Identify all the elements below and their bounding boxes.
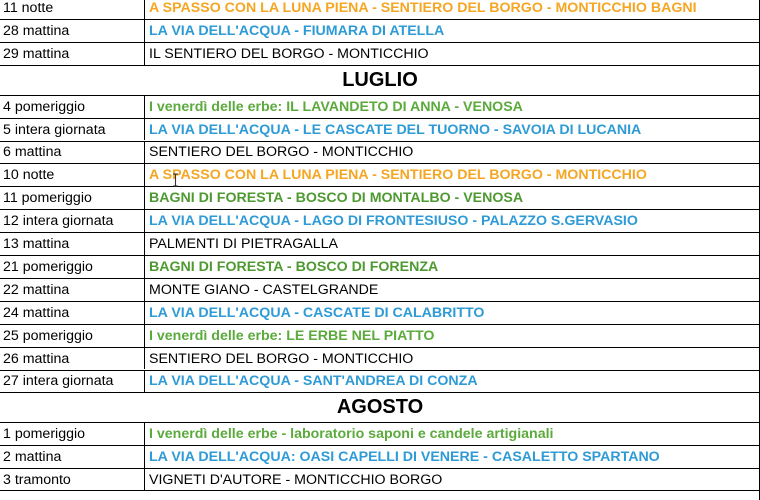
event-cell[interactable]: MONTE GIANO - CASTELGRANDE	[149, 281, 379, 298]
month-header-row	[0, 65, 760, 95]
table-row	[0, 278, 760, 301]
date-cell[interactable]: 24 mattina	[0, 302, 145, 324]
table-row	[0, 324, 760, 347]
event-cell[interactable]: IL SENTIERO DEL BORGO - MONTICCHIO	[149, 45, 429, 62]
date-cell[interactable]: 21 pomeriggio	[0, 256, 145, 278]
table-row	[0, 163, 760, 186]
date-cell[interactable]: 27 intera giornata	[0, 371, 145, 393]
table-row	[0, 209, 760, 232]
month-header-row	[0, 392, 760, 422]
table-row	[0, 118, 760, 141]
date-cell[interactable]: 6 mattina	[0, 142, 145, 164]
date-cell[interactable]: 1 pomeriggio	[0, 423, 145, 445]
table-row	[0, 19, 760, 42]
date-cell[interactable]: 25 pomeriggio	[0, 325, 145, 347]
event-cell[interactable]: BAGNI DI FORESTA - BOSCO DI MONTALBO - VENOSA	[149, 190, 524, 207]
event-cell[interactable]: VIGNETI D'AUTORE - MONTICCHIO BORGO	[149, 471, 443, 488]
date-cell[interactable]: 2 mattina	[0, 446, 145, 468]
date-cell[interactable]: 4 pomeriggio	[0, 96, 145, 118]
date-cell[interactable]: 26 mattina	[0, 348, 145, 370]
date-cell[interactable]: 28 mattina	[0, 20, 145, 42]
event-cell[interactable]: BAGNI DI FORESTA - BOSCO DI FORENZA	[149, 258, 439, 275]
event-cell[interactable]: A SPASSO CON LA LUNA PIENA - SENTIERO DEL BORGO - MONTICCHIO BAGNI	[149, 0, 697, 16]
table-row	[0, 141, 760, 164]
table-row	[0, 468, 760, 491]
date-cell[interactable]: 13 mattina	[0, 233, 145, 255]
date-cell[interactable]: 29 mattina	[0, 43, 145, 65]
table-row	[0, 232, 760, 255]
event-cell[interactable]: LA VIA DELL'ACQUA - LE CASCATE DEL TUORNO - SAVOIA DI LUCANIA	[149, 121, 642, 138]
event-cell[interactable]: I venerdì delle erbe - laboratorio saponi e candele artigianali	[149, 426, 554, 443]
event-cell[interactable]: A SPASSO CON LA LUNA PIENA - SENTIERO DEL BORGO - MONTICCHIO	[149, 167, 647, 184]
event-cell[interactable]: LA VIA DELL'ACQUA - LAGO DI FRONTESIUSO - PALAZZO S.GERVASIO	[149, 213, 638, 230]
date-cell[interactable]: 5 intera giornata	[0, 119, 145, 141]
event-cell[interactable]: PALMENTI DI PIETRAGALLA	[149, 236, 338, 253]
table-row	[0, 301, 760, 324]
table-row	[0, 370, 760, 393]
date-cell[interactable]: 22 mattina	[0, 279, 145, 301]
table-row	[0, 0, 760, 19]
event-cell[interactable]: LA VIA DELL'ACQUA - SANT'ANDREA DI CONZA	[149, 373, 478, 390]
date-cell[interactable]: 12 intera giornata	[0, 210, 145, 232]
event-cell[interactable]: LA VIA DELL'ACQUA: OASI CAPELLI DI VENERE - CASALETTO SPARTANO	[149, 449, 660, 466]
date-cell[interactable]: 11 pomeriggio	[0, 187, 145, 209]
month-header: AGOSTO	[336, 396, 424, 419]
date-cell[interactable]: 11 notte	[0, 0, 145, 19]
table-row	[0, 422, 760, 445]
table-row	[0, 347, 760, 370]
event-cell[interactable]: LA VIA DELL'ACQUA - CASCATE DI CALABRITTO	[149, 304, 485, 321]
event-cell[interactable]: LA VIA DELL'ACQUA - FIUMARA DI ATELLA	[149, 22, 445, 39]
event-cell[interactable]: I venerdì delle erbe: LE ERBE NEL PIATTO	[149, 327, 435, 344]
table-row	[0, 255, 760, 278]
table-row	[0, 445, 760, 468]
table-row	[0, 186, 760, 209]
text-cursor-icon	[172, 173, 179, 187]
date-cell[interactable]: 3 tramonto	[0, 469, 145, 490]
date-cell[interactable]: 10 notte	[0, 164, 145, 186]
event-cell[interactable]: SENTIERO DEL BORGO - MONTICCHIO	[149, 350, 414, 367]
event-cell[interactable]: I venerdì delle erbe: IL LAVANDETO DI ANNA - VENOSA	[149, 98, 523, 115]
event-cell[interactable]: SENTIERO DEL BORGO - MONTICCHIO	[149, 144, 414, 161]
table-row	[0, 42, 760, 65]
table-row	[0, 95, 760, 118]
month-header: LUGLIO	[342, 68, 418, 91]
